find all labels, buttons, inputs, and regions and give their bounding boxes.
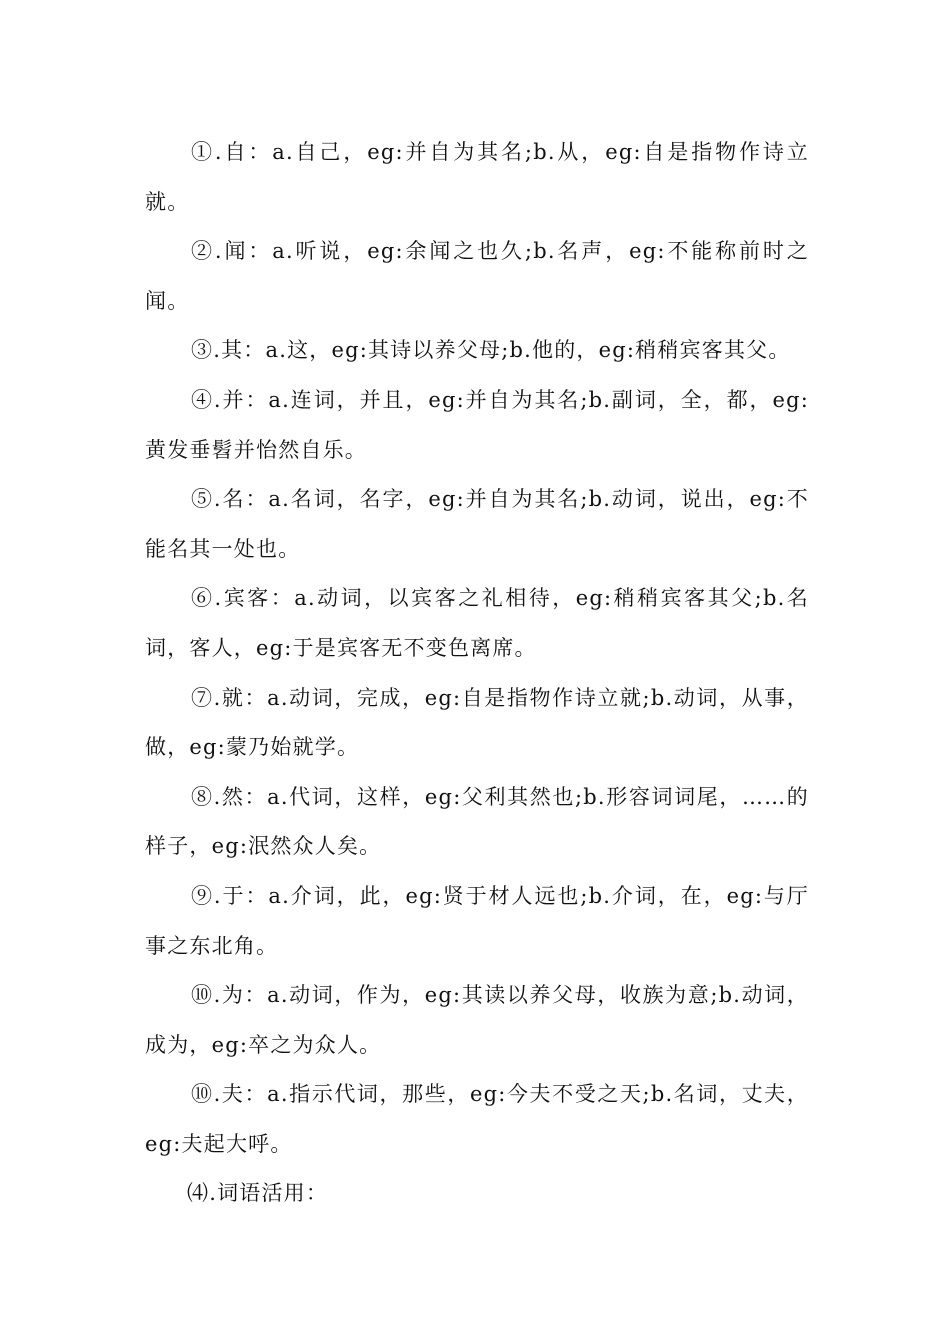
paragraph-ming: ⑤.名：a.名词，名字，eg:并自为其名;b.动词，说出，eg:不能名其一处也。 — [145, 487, 809, 561]
paragraph-binke: ⑥.宾客：a.动词，以宾客之礼相待，eg:稍稍宾客其父;b.名词，客人，eg:于是宾客无不变色离席。 — [145, 586, 809, 660]
paragraph-bing: ④.并：a.连词，并且，eg:并自为其名;b.副词，全，都，eg:黄发垂髫并怡然自乐。 — [145, 387, 809, 462]
document-body — [145, 128, 809, 1219]
paragraph-ran: ⑧.然：a.代词，这样，eg:父利其然也;b.形容词词尾，……的样子，eg:泯然众人矣。 — [145, 784, 809, 859]
paragraph-wei: ⑩.为：a.动词，作为，eg:其读以养父母，收族为意;b.动词，成为，eg:卒之为众人。 — [145, 983, 809, 1057]
paragraph-yu: ⑨.于：a.介词，此，eg:贤于材人远也;b.介词，在，eg:与厅事之东北角。 — [145, 883, 809, 958]
paragraph-qi: ③.其：a.这，eg:其诗以养父母;b.他的，eg:稍稍宾客其父。 — [191, 338, 791, 363]
paragraph-wen: ②.闻：a.听说，eg:余闻之也久;b.名声，eg:不能称前时之闻。 — [145, 239, 809, 313]
paragraph-fu: ⑩.夫：a.指示代词，那些，eg:今夫不受之天;b.名词，丈夫，eg:夫起大呼。 — [145, 1082, 809, 1156]
paragraph-zi: ①.自：a.自己，eg:并自为其名;b.从，eg:自是指物作诗立就。 — [145, 140, 809, 214]
paragraph-jiu: ⑦.就：a.动词，完成，eg:自是指物作诗立就;b.动词，从事，做，eg:蒙乃始就学。 — [145, 685, 809, 760]
section-heading-word-usage: ⑷.词语活用： — [187, 1181, 329, 1206]
